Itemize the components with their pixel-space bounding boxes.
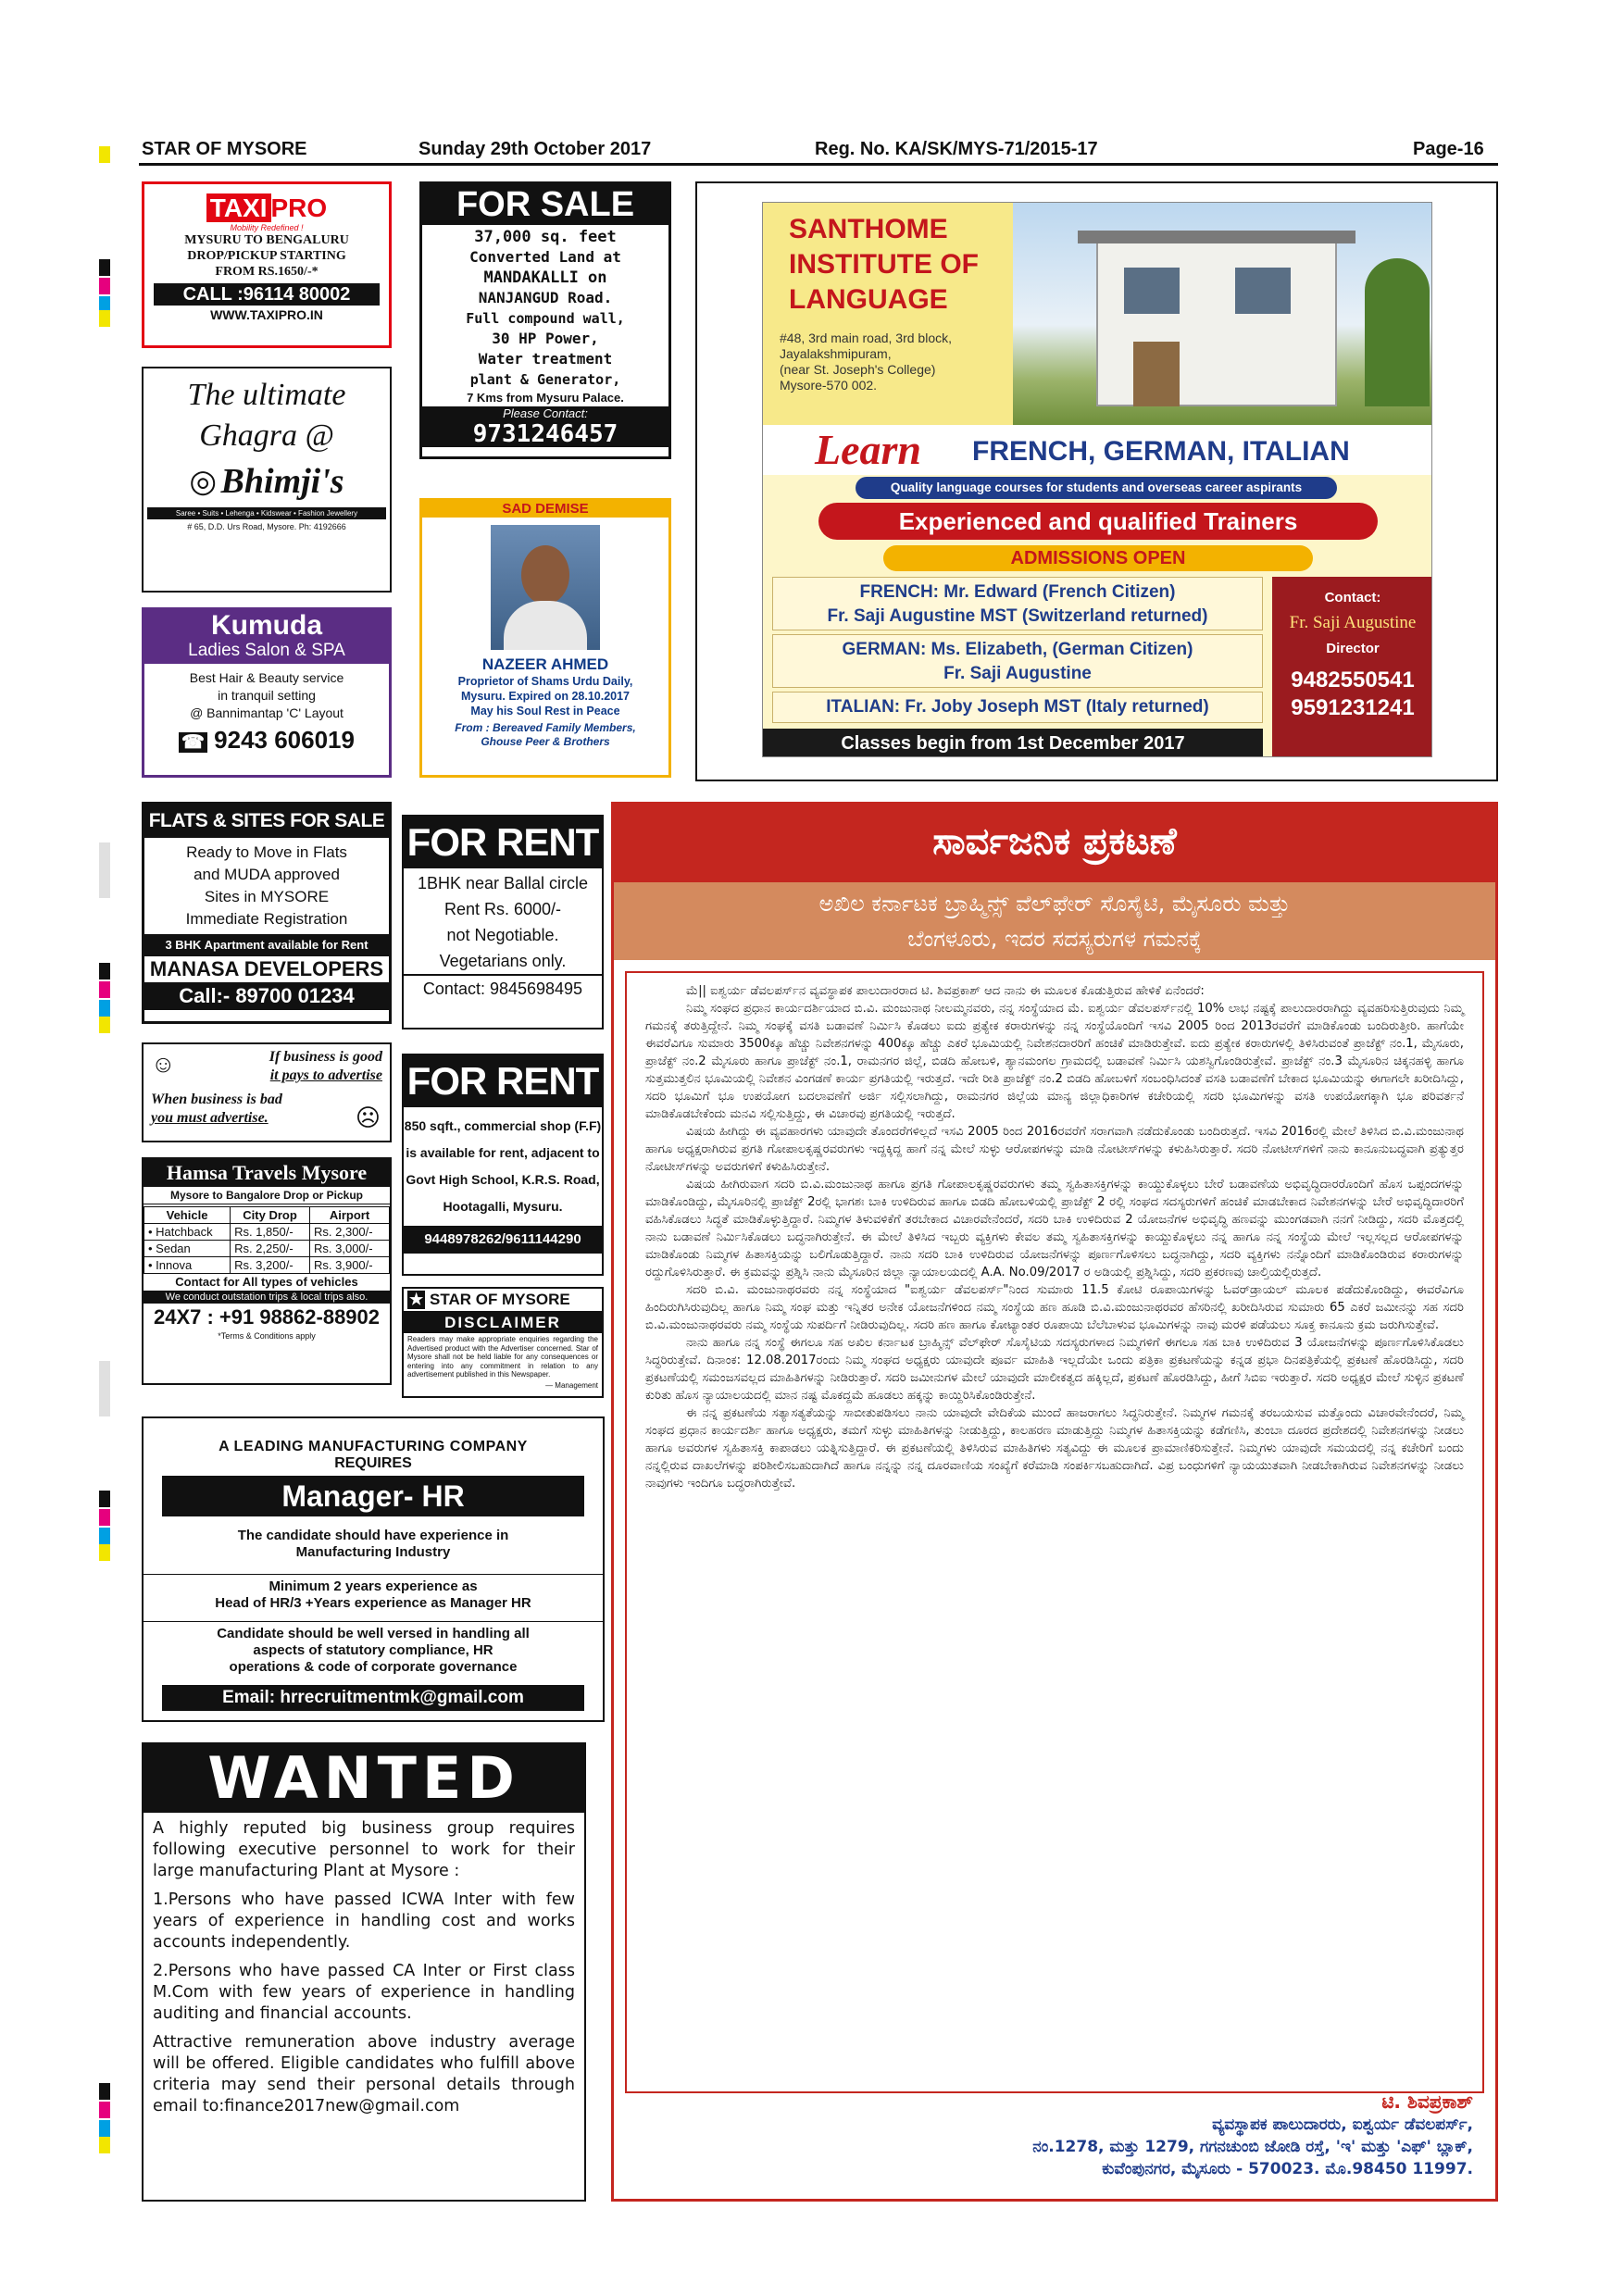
santhome-address: Mysore-570 002. [780, 378, 878, 393]
vehicle-cell: • Innova [144, 1257, 231, 1274]
signatory-address: ನಂ.1278, ಮತ್ತು 1279, ಗಗನಚುಂಬಿ ಜೋಡಿ ರಸ್ತೆ, 'ಇ' ಮತ್ತು 'ಎಫ್' ಬ್ಲಾಕ್, [1032, 2138, 1473, 2156]
notice-body [625, 971, 1484, 2093]
kumuda-line: @ Bannimantap 'C' Layout [190, 705, 344, 720]
kumuda-phone-row [144, 726, 389, 755]
languages-offered: FRENCH, GERMAN, ITALIAN [972, 436, 1350, 467]
for-sale-line: NANJANGUD Road. [478, 289, 613, 306]
manager-requirement: operations & code of corporate governance [229, 1659, 518, 1675]
bhimji-logo [144, 461, 390, 502]
bhimji-products: Saree • Suits • Lehenga • Kidswear • Fashion Jewellery [147, 507, 386, 519]
fare-cell: Rs. 2,300/- [310, 1224, 390, 1241]
flats-bhk-rent: 3 BHK Apartment available for Rent [144, 934, 389, 956]
disclaimer-signature: — Management [545, 1380, 598, 1390]
french-teacher: FRENCH: Mr. Edward (French Citizen) [859, 582, 1176, 602]
kumuda-name: Kumuda [211, 610, 322, 641]
kumuda-ad [142, 607, 392, 778]
french-course [772, 577, 1263, 630]
manager-hr-ad [142, 1416, 605, 1722]
registration-mark [99, 1544, 110, 1561]
notice-subtitle-band [614, 882, 1495, 960]
notice-subtitle: ಬೆಂಗಳೂರು, ಇದರ ಸದಸ್ಯರುಗಳ ಗಮನಕ್ಕೆ [907, 926, 1202, 952]
for-rent-line: Govt High School, K.R.S. Road, [406, 1172, 600, 1187]
table-row [144, 1224, 390, 1241]
disclaimer-text: Readers may make appropriate enquiries regarding the Advertised product with the Advertiser concerned. Star of Mysore shall not be held liable for any consequences or entering into any commitment in relation to any advertisement published in this Newspaper. [407, 1335, 598, 1379]
wanted-apply-info: Attractive remuneration above industry average will be offered. Eligible candidates who fulfill above criteria may send their personal details through email to:finance2017new@gmail.com [153, 2033, 575, 2115]
fare-cell: Rs. 1,850/- [231, 1224, 310, 1241]
registration-mark [99, 278, 110, 294]
taxipro-ad [142, 181, 392, 348]
kumuda-subtitle: Ladies Salon & SPA [188, 641, 345, 660]
building-photo [1013, 203, 1432, 425]
flats-developer: MANASA DEVELOPERS [149, 957, 384, 980]
page-number: Page-16 [1413, 139, 1484, 159]
fare-cell: Rs. 2,250/- [231, 1241, 310, 1257]
fare-cell: Rs. 3,200/- [231, 1257, 310, 1274]
santhome-contact-panel [1272, 577, 1432, 757]
fare-cell: Rs. 3,900/- [310, 1257, 390, 1274]
registration-mark [99, 2137, 110, 2153]
flats-sites-ad [142, 802, 392, 1024]
notice-title: ಸಾರ್ವಜನಿಕ ಪ್ರಕಟಣೆ [614, 805, 1495, 882]
for-sale-title: FOR SALE [422, 184, 668, 225]
hamsa-phone: 24X7 : +91 98862-88902 [153, 1305, 381, 1329]
column-header: Vehicle [144, 1207, 231, 1224]
manager-requires: REQUIRES [334, 1455, 412, 1471]
for-rent-phone: 9448978262/9611144290 [404, 1226, 602, 1254]
wanted-position-1: 1.Persons who have passed ICWA Inter with few years of experience in handling cost and works accounts independently. [153, 1890, 575, 1952]
kumuda-line: Best Hair & Beauty service [189, 670, 344, 685]
notice-paragraph: ಈ ನನ್ನ ಪ್ರಕಟಣೆಯ ಸತ್ಯಾಸತ್ಯತೆಯನ್ನು ಸಾಬೀತುಪಡಿಸಲು ನಾನು ಯಾವುದೇ ವೇದಿಕೆಯ ಮುಂದೆ ಹಾಜರಾಗಲು ಸಿದ್ಧನಿರುತ್ತೇನೆ. ನಿಮ್ಮಗಳ ಗಮನಕ್ಕೆ ತರಬಯಸುವ ಮತ್ತೊಂದು ವಿಚಾರವೇನೆಂದರೆ, ನಿಮ್ಮ ಸಂಘದ ಪ್ರಧಾನ ಕಾರ್ಯದರ್ಶಿ ಹಾಗೂ ಅಧ್ಯಕ್ಷರು, ತಮಗೆ ಸುಳ್ಳು ಮಾಹಿತಿಗಳನ್ನು ನೀಡುತ್ತಿದ್ದು, ಕಾಲಹರಣ ಮಾಡುತ್ತಿದ್ದು ನಿಮ್ಮಗಳ ಹಿತಾಸಕ್ತಿಯನ್ನು ಕಡೆಗಣಿಸಿ, ತುಂಬಾ ದೂರದ ಪ್ರದೇಶದಲ್ಲಿ ನಿವೇಶನಗಳನ್ನು ನೀಡಲು ಹಾಗೂ ಅವರುಗಳ ಸ್ವಹಿತಾಸಕ್ತಿ ಕಾಪಾಡಲು ಯತ್ನಿಸುತ್ತಿದ್ದಾರೆ. ಈ ಪ್ರಕಟಣೆಯಲ್ಲಿ ತಿಳಿಸಿರುವ ಮಾಹಿತಿಗಳು ಸತ್ಯವಿದ್ದು ಈ ಮೂಲಕ ಪ್ರಾಮಾಣಿಕರಿಸುತ್ತೇನೆ. ನಿಮ್ಮಗಳು ಯಾವುದೇ ಸಮಯದಲ್ಲಿ ನನ್ನ ಕಚೇರಿಗೆ ಬಂದು ನನ್ನಲ್ಲಿರುವ ದಾಖಲೆಗಳನ್ನು ಪರಿಶೀಲಿಸಬಹುದಾಗಿದೆ ಹಾಗೂ ನನ್ನನ್ನು ನನ್ನ ದೂರವಾಣಿಯ ಸಂಖ್ಯೆಗೆ ಕರೆಮಾಡಿ ಸಂಪರ್ಕಿಸಬಹುದಾಗಿದೆ. ವಿಪ್ರ ಬಂಧುಗಳಿಗೆ ನ್ಯಾಯಯುತವಾಗಿ ನೀಡಬೇಕಾಗಿರುವ ನಿವೇಶನಗಳನ್ನು ನೀಡಲು ನಾವುಗಳು ಇಂದಿಗೂ ಬದ್ಧರಾಗಿರುತ್ತೇವೆ. [645, 1406, 1464, 1491]
bhimji-headline: The ultimate [187, 378, 346, 412]
taxipro-call: CALL :96114 80002 [154, 283, 380, 306]
flats-line: Immediate Registration [185, 910, 348, 928]
for-sale-line: plant & Generator, [469, 371, 621, 388]
registration-number: Reg. No. KA/SK/MYS-71/2015-17 [815, 139, 1098, 159]
registration-mark [99, 259, 110, 276]
flats-line: Sites in MYSORE [204, 888, 330, 905]
santhome-name-line: INSTITUTE OF [789, 249, 979, 280]
registration-mark [99, 1361, 110, 1416]
signatory-role: ವ್ಯವಸ್ಥಾಪಕ ಪಾಲುದಾರರು, ಐಶ್ವರ್ಯ ಡೆವಲಪರ್ಸ್, [1212, 2115, 1473, 2134]
for-rent-contact: Contact: 9845698495 [404, 974, 602, 1002]
notice-signature [1032, 2090, 1473, 2180]
notice-paragraph: ಮೆ|| ಐಶ್ವರ್ಯ ಡೆವಲಪರ್ಸ್‌ನ ವ್ಯವಸ್ಥಾಪಕ ಪಾಲುದಾರರಾದ ಟಿ. ಶಿವಪ್ರಕಾಶ್ ಆದ ನಾನು ಈ ಮೂಲಕ ಕೊಡುತ್ತಿರುವ ಹೇಳಿಕೆ ಏನೆಂದರೆ: [686, 984, 1205, 998]
flats-phone: Call:- 89700 01234 [144, 982, 389, 1010]
notice-subtitle: ಅಖಿಲ ಕರ್ನಾಟಕ ಬ್ರಾಹ್ಮಿನ್ಸ್ ವೆಲ್‌ಫೇರ್ ಸೊಸೈಟಿ, ಮೈಸೂರು ಮತ್ತು [818, 891, 1291, 917]
vehicle-cell: • Sedan [144, 1241, 231, 1257]
santhome-name-line: LANGUAGE [789, 284, 948, 315]
vehicle-cell: • Hatchback [144, 1224, 231, 1241]
disclaimer-brand-row [404, 1289, 602, 1313]
for-sale-line: Converted Land at [469, 248, 621, 266]
column-header: City Drop [231, 1207, 310, 1224]
taxipro-brand-1: TAXI [206, 193, 271, 222]
for-sale-line: 30 HP Power, [492, 330, 599, 347]
for-sale-line: MANDAKALLI on [483, 268, 607, 287]
for-rent-line: not Negotiable. [446, 926, 559, 944]
paper-name: STAR OF MYSORE [142, 139, 307, 159]
wanted-position-2: 2.Persons who have passed CA Inter or First class M.Com with few years of experience in handling auditing and financial accounts. [153, 1962, 575, 2023]
notice-paragraph: ವಿಷಯ ಹೀಗಿರುವಾಗ ಸದರಿ ಬಿ.ವಿ.ಮಂಜುನಾಥ ಹಾಗೂ ಪ್ರಗತಿ ಗೋಪಾಲಕೃಷ್ಣರವರುಗಳು ತಮ್ಮ ಸ್ವಹಿತಾಸಕ್ತಿಗಳನ್ನು ಕಾಯ್ದುಕೊಳ್ಳಲು ಬೇರೆ ಬಡಾವಣೆಯ ಅಭಿವೃದ್ಧಿದಾರರೊಂದಿಗೆ ಹೊಸ ಒಪ್ಪಂದಗಳನ್ನು ಮಾಡಿಕೊಂಡಿದ್ದು, ಮೈಸೂರಿನಲ್ಲಿ ಪ್ರಾಜೆಕ್ಟ್ 2ರಲ್ಲಿ ಭಾಗಶಃ ಬಾಕಿ ಉಳಿದಿರುವ ಹಾಗೂ ಬಿಡದಿ ಹೋಬಳಿಯಲ್ಲಿ ಪ್ರಾಜೆಕ್ಟ್ 2 ರಲ್ಲಿ ಸಂಘದ ಸದಸ್ಯರುಗಳಿಗೆ ಹಂಚಿಕೆ ಮಾಡಬೇಕಾದ ನಿವೇಶನಗಳನ್ನು ಬೇರೆ ಅಭಿವೃದ್ಧಿದಾರರಿಗೆ ವಹಿಸಿಕೊಡಲು ಸಿದ್ಧತೆ ಮಾಡಿಕೊಳ್ಳುತ್ತಿದ್ದಾರೆ. ನಿಮ್ಮಗಳ ತಿಳುವಳಿಕೆಗೆ ತರಬೇಕಾದ ವಿಚಾರವೇನೆಂದರೆ, ಸದರಿ ಬಾಕಿ ಉಳಿದಿರುವ 2 ಯೋಜನೆಗಳ ಅಭಿವೃದ್ಧಿ ಹಣವನ್ನು ಮುಂಗಡವಾಗಿ ನನಗೆ ನೀಡಿದ್ದು, ಸದರಿ ಮೊತ್ತದಲ್ಲಿ ನಾನು ಬಡಾವಣೆ ನಿರ್ಮಿಸಿಕೊಡಲು ಬದ್ಧನಾಗಿರುತ್ತೇನೆ. ಈ ಮೇಲೆ ತಿಳಿಸಿದ ಇಬ್ಬರು ವ್ಯಕ್ತಿಗಳು ಕೇವಲ ತಮ್ಮ ಸ್ವಹಿತಾಸಕ್ತಿಗಳನ್ನು ಕಾಯ್ದುಕೊಳ್ಳಲು ನನ್ನ ಹಾಗೂ ನನ್ನ ಸಂಸ್ಥೆಯ ಮೇಲೆ ಇಲ್ಲಸಲ್ಲದ ಆರೋಪಗಳನ್ನು ಮಾಡಿಕೊಂಡು ನಿಮ್ಮಗಳ ಹಿತಾಸಕ್ತಿಯನ್ನು ಬಲಿಗೊಡುತ್ತಿದ್ದಾರೆ. ನಾನು ಸದರಿ ಬಾಕಿ ಉಳಿದಿರುವ ಯೋಜನೆಗಳನ್ನು ಪೂರ್ಣಗೊಳಿಸಲು ಬದ್ಧನಾಗಿದ್ದು, ಸದರಿ ವ್ಯಕ್ತಿಗಳು ನನ್ನೊಂದಿಗೆ ಮಾಡಿಕೊಂಡಿರುವ ಕರಾರುಗಳನ್ನು ರದ್ದುಗೊಳಿಸಿರುತ್ತಾರೆ. ಈ ಕ್ರಮವನ್ನು ಪ್ರಶ್ನಿಸಿ ನಾನು ಮೈಸೂರಿನ ಜಿಲ್ಲಾ ನ್ಯಾಯಾಲಯದಲ್ಲಿ A.A. No.09/2017 ರ ಅಡಿಯಲ್ಲಿ ಪ್ರಶ್ನಿಸಿದ್ದು, ಸದರಿ ಪ್ರಕರಣವು ಚಾಲ್ತಿಯಲ್ಲಿರುತ್ತದೆ. [645, 1178, 1464, 1279]
cartoon-icon: ☺ [151, 1050, 176, 1078]
advertise-line: If business is good [269, 1049, 382, 1065]
hamsa-title: Hamsa Travels Mysore [144, 1159, 390, 1187]
phone-icon: ☎ [179, 732, 207, 753]
star-icon: ★ [409, 1291, 424, 1308]
registration-mark [99, 310, 110, 327]
advertise-line: it pays to advertise [269, 1067, 382, 1083]
obituary-title: SAD DEMISE [422, 501, 668, 518]
notice-paragraph: ನಾನು ಹಾಗೂ ನನ್ನ ಸಂಸ್ಥೆ ಈಗಲೂ ಸಹ ಅಖಿಲ ಕರ್ನಾಟಕ ಬ್ರಾಹ್ಮಿನ್ಸ್ ವೆಲ್‌ಫೇರ್ ಸೊಸೈಟಿಯ ಸದಸ್ಯರುಗಳಾದ ನಿಮ್ಮಗಳಿಗೆ ಈಗಲೂ ಸಹ ಬಾಕಿ ಉಳಿದಿರುವ 3 ಯೋಜನೆಗಳನ್ನು ಪೂರ್ಣಗೊಳಿಸಿಕೊಡಲು ಸಿದ್ಧರಿರುತ್ತೇವೆ. ದಿನಾಂಕ: 12.08.2017ರಂದು ನಿಮ್ಮ ಸಂಘದ ಅಧ್ಯಕ್ಷರು ಯಾವುದೇ ಪೂರ್ವ ಮಾಹಿತಿ ಇಲ್ಲದೆಯೇ ಒಂದು ಪತ್ರಿಕಾ ಪ್ರಕಟಣೆಯನ್ನು ಕನ್ನಡ ಪ್ರಭಾ ದಿನಪತ್ರಿಕೆಯಲ್ಲಿ ಪ್ರಕಟಣೆ ಹೊರಡಿಸಿದ್ದು, ಸದರಿ ಪ್ರಕಟಣೆಯಲ್ಲಿ ಸಮಂಜಸವಲ್ಲದ ಮಾಹಿತಿಗಳನ್ನು ನೀಡಿರುತ್ತಾರೆ. ಸದರಿ ಜಮೀನುಗಳ ಮೇಲೆ ಯಾವುದೇ ಮಾಲೀಕತ್ವದ ಹಕ್ಕಿಲ್ಲದೆ, ಪ್ರಕಟಣೆ ಹೊರಡಿಸಿದ್ದು, ಹೀಗೆ ಸಿಬಿಐ ಇರುತ್ತಾರೆ. ಸದರಿ ಅಧ್ಯಕ್ಷರ ಮೇಲೆ ಸುಳ್ಳಿನ ಪ್ರಕಟಣೆ ಕುರಿತು ಹೊಸ ನ್ಯಾಯಾಲಯದಲ್ಲಿ ಮಾನ ನಷ್ಟ ಮೊಕದ್ದಮೆ ಹೂಡಲು ಹಕ್ಕನ್ನು ಕಾಯ್ದಿರಿಸಿಕೊಂಡಿರುತ್ತೇನೆ. [645, 1336, 1464, 1403]
for-rent-title: FOR RENT [404, 1055, 602, 1107]
admissions-banner: ADMISSIONS OPEN [883, 545, 1313, 571]
taxipro-website: WWW.TAXIPRO.IN [210, 307, 323, 322]
german-teacher: GERMAN: Ms. Elizabeth, (German Citizen) [842, 640, 1193, 659]
taxipro-route: MYSURU TO BENGALURU [184, 233, 349, 247]
contact-label: Contact: [1324, 590, 1381, 605]
disclaimer-box [402, 1287, 604, 1398]
registration-mark [99, 2083, 110, 2100]
contact-role: Director [1326, 641, 1380, 656]
fare-cell: Rs. 3,000/- [310, 1241, 390, 1257]
quality-tagline: Quality language courses for students and overseas career aspirants [856, 477, 1337, 499]
taxipro-logo [144, 193, 389, 223]
santhome-name-line: SANTHOME [789, 214, 948, 244]
trainers-banner: Experienced and qualified Trainers [818, 503, 1378, 540]
for-rent-commercial-ad [402, 1054, 604, 1276]
taxipro-service: DROP/PICKUP STARTING [187, 249, 346, 263]
flats-title: FLATS & SITES FOR SALE [144, 805, 389, 838]
flats-line: Ready to Move in Flats [186, 843, 347, 861]
for-rent-1bhk-ad [402, 815, 604, 1029]
header-rule [139, 163, 1498, 166]
manager-requirement: Head of HR/3 +Years experience as Manager HR [215, 1595, 531, 1611]
table-row [144, 1241, 390, 1257]
santhome-ad [762, 202, 1432, 757]
for-rent-line: 850 sqft., commercial shop (F.F) [404, 1118, 602, 1133]
manager-requirement: aspects of statutory compliance, HR [253, 1642, 493, 1658]
obituary-from: From : Bereaved Family Members, [455, 721, 636, 734]
spiral-icon: ◎ [189, 464, 218, 499]
registration-mark [99, 2102, 110, 2118]
registration-mark [99, 1000, 110, 1017]
manager-email: Email: hrrecruitmentmk@gmail.com [162, 1685, 584, 1711]
for-rent-line: is available for rent, adjacent to [406, 1145, 600, 1160]
manager-requirement: The candidate should have experience in [237, 1528, 509, 1543]
registration-mark [99, 963, 110, 980]
obituary-from: Ghouse Peer & Brothers [481, 735, 610, 748]
german-teacher: Fr. Saji Augustine [943, 664, 1092, 683]
santhome-address: (near St. Joseph's College) [780, 362, 936, 377]
hamsa-travels-ad [142, 1157, 392, 1385]
santhome-title-block [763, 203, 1013, 425]
registration-mark [99, 1491, 110, 1507]
hamsa-contact: Contact for All types of vehicles [175, 1275, 358, 1289]
german-course [772, 634, 1263, 688]
manager-company: A LEADING MANUFACTURING COMPANY [219, 1439, 528, 1454]
wanted-ad [142, 1742, 586, 2202]
registration-mark [99, 1017, 110, 1033]
bhimji-brand: Bhimji's [220, 462, 344, 501]
notice-paragraph: ವಿಷಯ ಹೀಗಿದ್ದು ಈ ವ್ಯವಹಾರಗಳು ಯಾವುದೇ ತೊಂದರೆಗಳಿಲ್ಲದೆ ಇಸವಿ 2005 ರಿಂದ 2016ರವರೆಗೆ ಸರಾಗವಾಗಿ ನಡೆದುಕೊಂಡು ಬಂದಿರುತ್ತದೆ. ಇಸವಿ 2016ರಲ್ಲಿ ಮೇಲೆ ತಿಳಿಸಿದ ಬಿ.ವಿ.ಮಂಜುನಾಥ ಹಾಗೂ ಅಧ್ಯಕ್ಷರಾಗಿರುವ ಪ್ರಗತಿ ಗೋಪಾಲಕೃಷ್ಣರವರುಗಳು ಇದ್ದಕ್ಕಿದ್ದ ಹಾಗೆ ನನ್ನ ಮೇಲೆ ಸುಳ್ಳು ಆರೋಪಗಳನ್ನು ಮಾಡಿ ನೋಟೀಸ್‌ಗಳನ್ನು ಕಳುಹಿಸಿರುತ್ತಾರೆ. ಸದರಿ ನೋಟೀಸ್‌ಗಳಿಗೆ ನಾನು ಕಾನೂನುಬದ್ಧವಾಗಿ ಪ್ರತ್ಯುತ್ತರ ನೋಟೀಸ್‌ಗಳನ್ನು ಅವರುಗಳಿಗೆ ಕಳುಹಿಸಿರುತ್ತೇನೆ. [645, 1125, 1464, 1174]
manager-title: Manager- HR [162, 1476, 584, 1516]
for-sale-contact-label: Please Contact: [422, 406, 668, 421]
notice-paragraph: ಸದರಿ ಬಿ.ವಿ. ಮಂಜುನಾಥರವರು ನನ್ನ ಸಂಸ್ಥೆಯಾದ "ಐಶ್ವರ್ಯ ಡೆವಲಪರ್ಸ್"ನಿಂದ ಸುಮಾರು 11.5 ಕೋಟಿ ರೂಪಾಯಿಗಳನ್ನು ಓವರ್‌ಡ್ರಾಯಲ್ ಮೂಲಕ ಪಡೆದುಕೊಂಡಿದ್ದು, ಈವರೆವಿಗೂ ಹಿಂದಿರುಗಿಸಿರುವುದಿಲ್ಲ ಹಾಗೂ ನಿಮ್ಮ ಸಂಘ ಮತ್ತು ಇನ್ನಿತರ ಅನೇಕ ಯೋಜನೆಗಳಿಂದ ನಮ್ಮ ಸಂಸ್ಥೆಯ ಹಣ ಹೂಡಿ ಬಿ.ವಿ.ಮಂಜುನಾಥರವರ ಹೆಸರಿನಲ್ಲಿ ಖರೀದಿಸಿರುವ ಸುಮಾರು 65 ಎಕರೆ ಜಮೀನನ್ನು ಸಹ ಸದರಿ ಬಿ.ವಿ.ಮಂಜುನಾಥರವರು ನಮ್ಮ ಸಂಸ್ಥೆಯ ಸುಪರ್ದಿಗೆ ನೀಡಿರುವುದಿಲ್ಲ. ಸದರಿ ಹಣ ಹಾಗೂ ಕೋಟ್ಯಾಂತರ ರೂಪಾಯಿ ಬೆಲೆಬಾಳುವ ಭೂಮಿಗಳನ್ನು ನಾವು ಮರಳಿ ಪಡೆಯಲು ಸೂಕ್ತ ಕಾನೂನು ಕ್ರಮ ಜರುಗಿಸುತ್ತೇವೆ. [645, 1283, 1464, 1332]
registration-mark [99, 1528, 110, 1544]
table-row [144, 1257, 390, 1274]
hamsa-subtitle: Mysore to Bangalore Drop or Pickup [144, 1187, 390, 1204]
advertise-line: you must advertise. [151, 1110, 269, 1126]
for-rent-line: Vegetarians only. [439, 952, 567, 970]
wanted-intro: A highly reputed big business group requires following executive personnel to work for their large manufacturing Plant at Mysore : [153, 1819, 575, 1880]
obituary-line: Proprietor of Shams Urdu Daily, [457, 675, 633, 688]
issue-date: Sunday 29th October 2017 [418, 139, 652, 159]
signatory-name: ಟಿ. ಶಿವಪ್ರಕಾಶ್ [1381, 2090, 1473, 2113]
registration-mark [99, 1509, 110, 1526]
fare-table-header [144, 1207, 390, 1224]
fare-table [144, 1206, 390, 1274]
for-sale-land-ad [419, 181, 671, 459]
taxipro-tagline: Mobility Redefined ! [230, 223, 304, 232]
kumuda-phone: 9243 606019 [214, 726, 355, 754]
for-rent-line: Hootagalli, Mysuru. [443, 1199, 563, 1214]
hamsa-outstation: We conduct outstation trips & local trips also. [144, 1291, 390, 1304]
for-rent-line: 1BHK near Ballal circle [417, 874, 589, 892]
kumuda-line: in tranquil setting [218, 688, 316, 703]
contact-phone: 9482550541 [1291, 668, 1415, 693]
disclaimer-title: DISCLAIMER [404, 1313, 602, 1333]
disclaimer-brand: STAR OF MYSORE [429, 1291, 570, 1308]
santhome-address: Jayalakshmipuram, [780, 346, 892, 361]
public-notice [611, 802, 1498, 2202]
learn-script: Learn [815, 426, 921, 473]
obituary-name: NAZEER AHMED [481, 655, 609, 673]
for-rent-line: Rent Rs. 6000/- [443, 900, 562, 918]
registration-mark [99, 981, 110, 998]
cartoon-icon: ☹ [355, 1104, 381, 1131]
column-header: Airport [310, 1207, 390, 1224]
obituary-line: Mysuru. Expired on 28.10.2017 [460, 690, 631, 703]
manager-requirement: Candidate should be well versed in handling all [144, 1621, 603, 1642]
hamsa-terms: *Terms & Conditions apply [218, 1331, 316, 1341]
for-sale-line: 37,000 sq. feet [474, 228, 617, 246]
for-sale-line: Water treatment [478, 350, 613, 368]
bhimji-address: # 65, D.D. Urs Road, Mysore. Ph: 4192666 [187, 522, 346, 531]
italian-course: ITALIAN: Fr. Joby Joseph MST (Italy returned) [772, 692, 1263, 723]
registration-mark [99, 2120, 110, 2137]
portrait-photo [491, 525, 600, 650]
advertise-line: When business is bad [151, 1092, 282, 1107]
taxipro-price: FROM RS.1650/-* [215, 265, 319, 279]
bhimji-ad [142, 367, 392, 593]
for-sale-line: 7 Kms from Mysuru Palace. [467, 391, 624, 405]
contact-phone: 9591231241 [1291, 695, 1415, 720]
manager-requirement: Minimum 2 years experience as [144, 1574, 603, 1595]
wanted-title: WANTED [144, 1744, 584, 1813]
bhimji-subheadline: Ghagra @ [199, 418, 334, 453]
registration-mark [99, 842, 110, 898]
contact-name: Fr. Saji Augustine [1289, 613, 1417, 632]
obituary-ad [419, 498, 671, 778]
registration-mark [99, 146, 110, 163]
flats-line: and MUDA approved [194, 866, 340, 883]
manager-requirement: Manufacturing Industry [295, 1544, 451, 1560]
learn-banner [763, 425, 1432, 475]
advertise-filler-ad [142, 1042, 392, 1142]
notice-paragraph: ನಿಮ್ಮ ಸಂಘದ ಪ್ರಧಾನ ಕಾರ್ಯದರ್ಶಿಯಾದ ಬಿ.ವಿ. ಮಂಜುನಾಥ ನೀಲಮ್ಮನವರು, ನನ್ನ ಸಂಸ್ಥೆಯಾದ ಮೆ. ಐಶ್ವರ್ಯ ಡೆವಲಪರ್ಸ್‌ನಲ್ಲಿ 10% ಲಾಭ ನಷ್ಟಕ್ಕೆ ಪಾಲುದಾರರಾಗಿದ್ದು ವ್ಯವಹರಿಸುತ್ತಿರುವುದು ನಿಮ್ಮ ಗಮನಕ್ಕೆ ತರುತ್ತಿದ್ದೇನೆ. ನಿಮ್ಮ ಸಂಘಕ್ಕೆ ವಸತಿ ಬಡಾವಣೆ ನಿರ್ಮಿಸಿ ಕೊಡಲು ಐದು ಪ್ರತ್ಯೇಕ ಕರಾರುಗಳನ್ನು ನನ್ನ ಸಂಸ್ಥೆಯೊಂದಿಗೆ ಇಸವಿ 2005 ರಿಂದ 2013ರವರೆಗೆ ಮಾಡಿಕೊಂಡು ಬಂದಿರುತ್ತೀರಿ. ಹಾಗೆಯೇ ಈವರೆವಿಗೂ ಸುಮಾರು 3500ಕ್ಕೂ ಹೆಚ್ಚು ನಿವೇಶನಗಳನ್ನು 400ಕ್ಕೂ ಹೆಚ್ಚು ಎಕರೆ ಭೂಮಿಯಲ್ಲಿ ನಿವೇಶನದಾರರಿಗೆ ಹಂಚಿಕೆ ಮಾಡಿರುತ್ತೇವೆ. ಐದು ಪ್ರತ್ಯೇಕ ಕರಾರುಗಳಲ್ಲಿ ತಿಳಿಸಿರುವಂತೆ ಪ್ರಾಜೆಕ್ಟ್ ನಂ.1, ಮೈಸೂರು, ಪ್ರಾಜೆಕ್ಟ್ ನಂ.2 ಮೈಸೂರು ಹಾಗೂ ಪ್ರಾಜೆಕ್ಟ್ ನಂ.1, ರಾಮನಗರ ಜಿಲ್ಲೆ, ಬಿಡದಿ ಹೋಬಳಿ, ಶ್ಯಾನಮಂಗಲ ಗ್ರಾಮದಲ್ಲಿ ಬಡಾವಣೆ ನಿರ್ಮಿಸಿ ಯಶಸ್ವಿಗೊಂಡಿರುತ್ತೇವೆ. ಪ್ರಾಜೆಕ್ಟ್ ನಂ.3 ಮೈಸೂರಿನ ಚಿಕ್ಕನಹಳ್ಳಿ ಹಾಗೂ ಸುತ್ತಮುತ್ತಲಿನ ಭೂಮಿಯಲ್ಲಿ ನಿವೇಶನ ವಿಂಗಡಣೆ ಕಾರ್ಯ ಪ್ರಗತಿಯಲ್ಲಿ ಇರುತ್ತದೆ. ಇದೇ ರೀತಿ ಪ್ರಾಜೆಕ್ಟ್ ನಂ.2 ಬಿಡದಿ ಹೋಬಳಿಗೆ ಸಂಬಂಧಿಸಿದಂತೆ ವಸತಿ ಬಡಾವಣೆಗೆ ಬೇಕಾದ ಭೂಮಿಯನ್ನು ಈಗಾಗಲೇ ಖರೀದಿಸಿದ್ದು, ಸದರಿ ಭೂಮಿಗೆ ಭೂ ಉಪಯೋಗ ಬದಲಾವಣೆಗೆ ಅರ್ಜಿ ಸಲ್ಲಿಸಲಾಗಿದ್ದು, ರಾಮನಗರ ಜಿಲ್ಲೆಯ ಮಾನ್ಯ ಜಿಲ್ಲಾಧಿಕಾರಿಗಳ ಕಚೇರಿಯಲ್ಲಿ ಸದರಿ ಭೂಮಿಗಳನ್ನು ವಸತಿ ಉಪಯೋಗಕ್ಕಾಗಿ ಭೂ ಪರಿವರ್ತನೆ ಮಾಡಿಕೊಡಬೇಕೆಂದು ಮನವಿ ಸಲ್ಲಿಸುತ್ತಿದ್ದು, ಈ ವಿಚಾರವು ಪ್ರಗತಿಯಲ್ಲಿ ಇರುತ್ತದೆ. [645, 1002, 1464, 1121]
taxipro-brand-2: PRO [270, 193, 328, 222]
signatory-address: ಕುವೆಂಪುನಗರ, ಮೈಸೂರು - 570023. ಮೊ.98450 11997. [1102, 2160, 1473, 2178]
for-rent-title: FOR RENT [404, 817, 602, 868]
santhome-address: #48, 3rd main road, 3rd block, [780, 331, 952, 345]
classes-start-date: Classes begin from 1st December 2017 [763, 729, 1263, 757]
french-teacher: Fr. Saji Augustine MST (Switzerland returned) [827, 606, 1208, 626]
for-sale-line: Full compound wall, [466, 310, 625, 327]
obituary-line: May his Soul Rest in Peace [470, 705, 620, 718]
for-sale-phone: 9731246457 [422, 421, 668, 447]
